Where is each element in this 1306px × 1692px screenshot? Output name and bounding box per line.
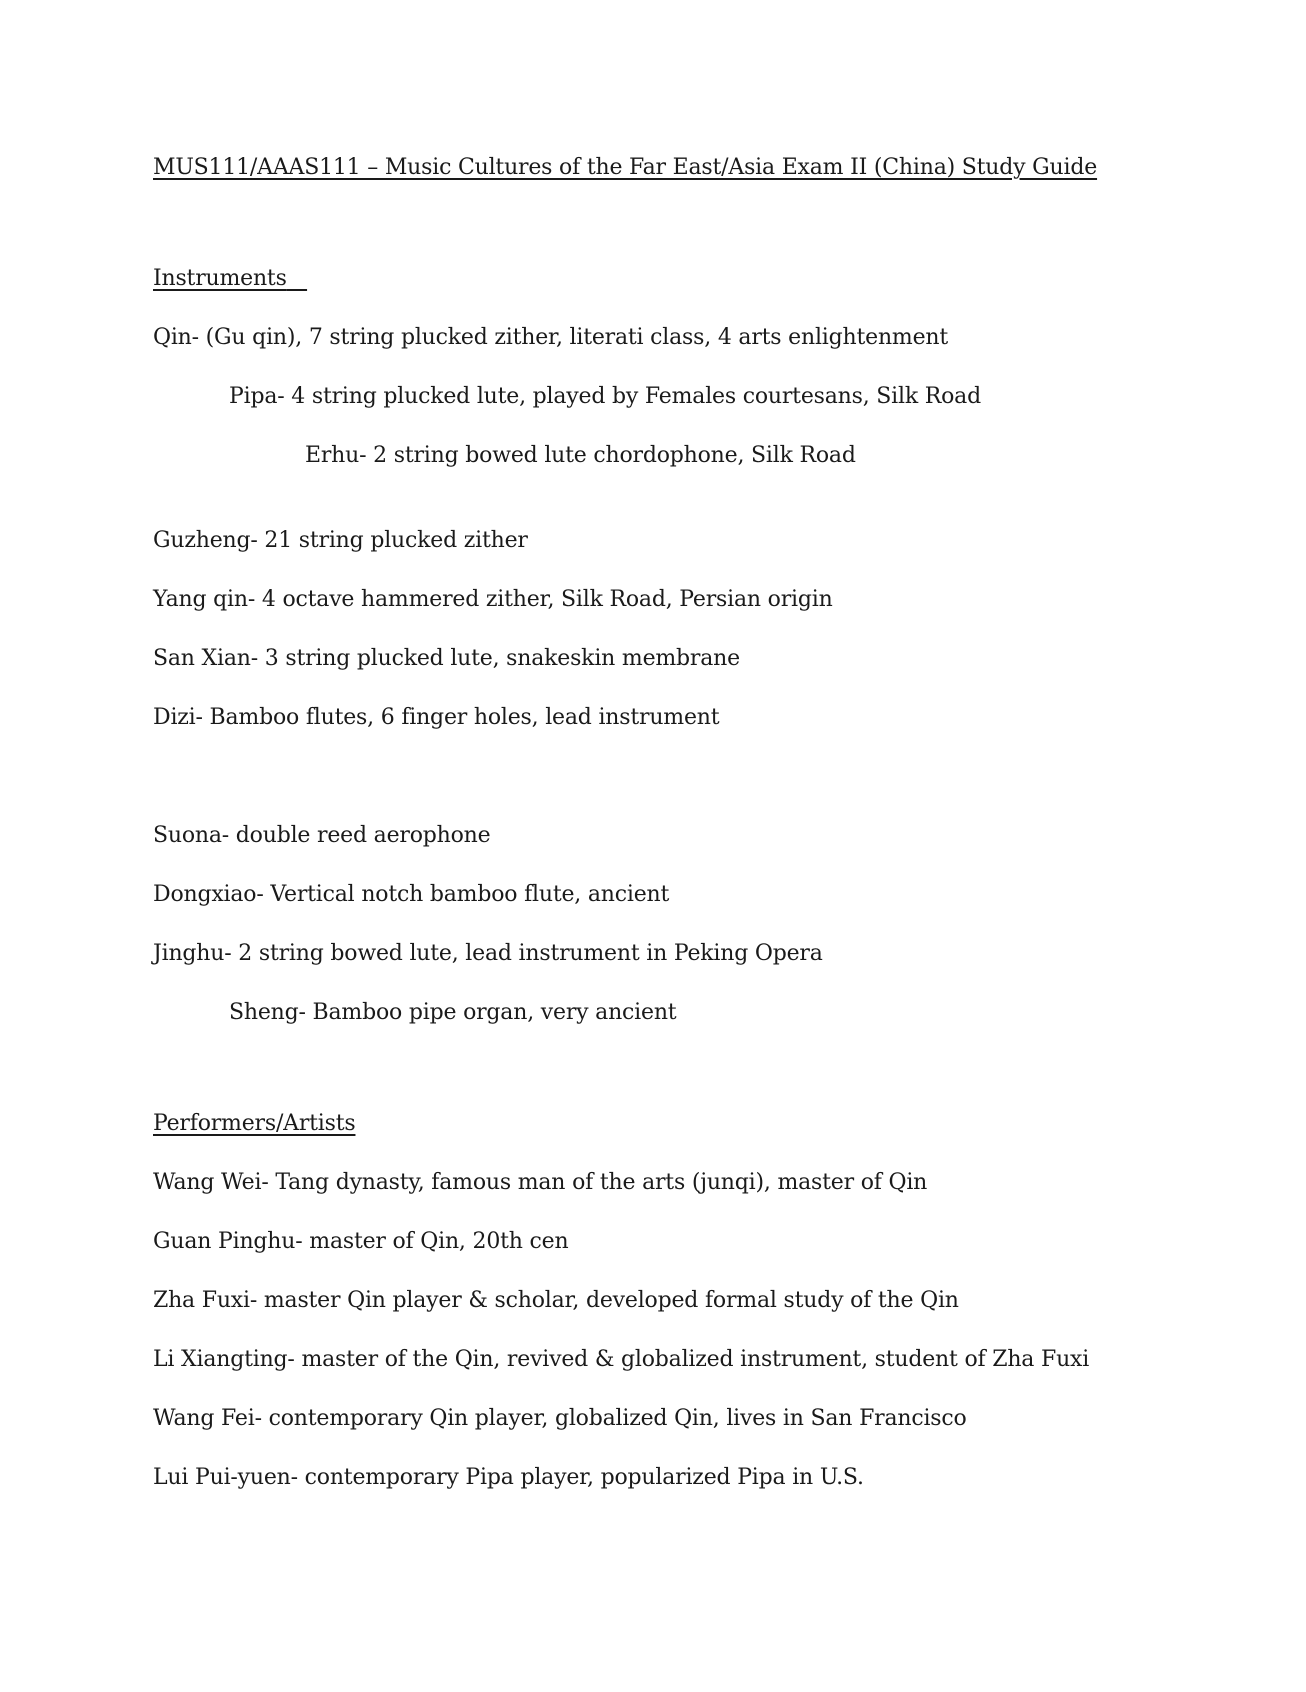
performer-wang-fei: Wang Fei- contemporary Qin player, globalized Qin, lives in San Francisco — [153, 1406, 967, 1431]
instrument-jinghu: Jinghu- 2 string bowed lute, lead instrument in Peking Opera — [153, 941, 823, 966]
performer-zha-fuxi: Zha Fuxi- master Qin player & scholar, developed formal study of the Qin — [153, 1288, 959, 1313]
instrument-suona: Suona- double reed aerophone — [153, 823, 491, 848]
performer-wang-wei: Wang Wei- Tang dynasty, famous man of the arts (junqi), master of Qin — [153, 1170, 928, 1195]
instrument-pipa: Pipa- 4 string plucked lute, played by Females courtesans, Silk Road — [229, 384, 981, 409]
document-title: MUS111/AAAS111 – Music Cultures of the Far East/Asia Exam II (China) Study Guide — [153, 155, 1098, 180]
performer-guan-pinghu: Guan Pinghu- master of Qin, 20th cen — [153, 1229, 569, 1254]
instruments-heading: Instruments — [153, 266, 287, 291]
instrument-qin: Qin- (Gu qin), 7 string plucked zither, literati class, 4 arts enlightenment — [153, 325, 948, 350]
performer-lui-pui-yuen: Lui Pui-yuen- contemporary Pipa player, popularized Pipa in U.S. — [153, 1465, 864, 1490]
instrument-guzheng: Guzheng- 21 string plucked zither — [153, 528, 528, 553]
instrument-erhu: Erhu- 2 string bowed lute chordophone, Silk Road — [305, 443, 856, 468]
performers-heading: Performers/Artists — [153, 1111, 356, 1136]
performer-li-xiangting: Li Xiangting- master of the Qin, revived & globalized instrument, student of Zha Fuxi — [153, 1347, 1090, 1372]
instrument-dizi: Dizi- Bamboo flutes, 6 finger holes, lead instrument — [153, 705, 720, 730]
instrument-yang-qin: Yang qin- 4 octave hammered zither, Silk Road, Persian origin — [153, 587, 833, 612]
instrument-san-xian: San Xian- 3 string plucked lute, snakeskin membrane — [153, 646, 740, 671]
instrument-dongxiao: Dongxiao- Vertical notch bamboo flute, ancient — [153, 882, 670, 907]
instrument-sheng: Sheng- Bamboo pipe organ, very ancient — [229, 1000, 677, 1025]
